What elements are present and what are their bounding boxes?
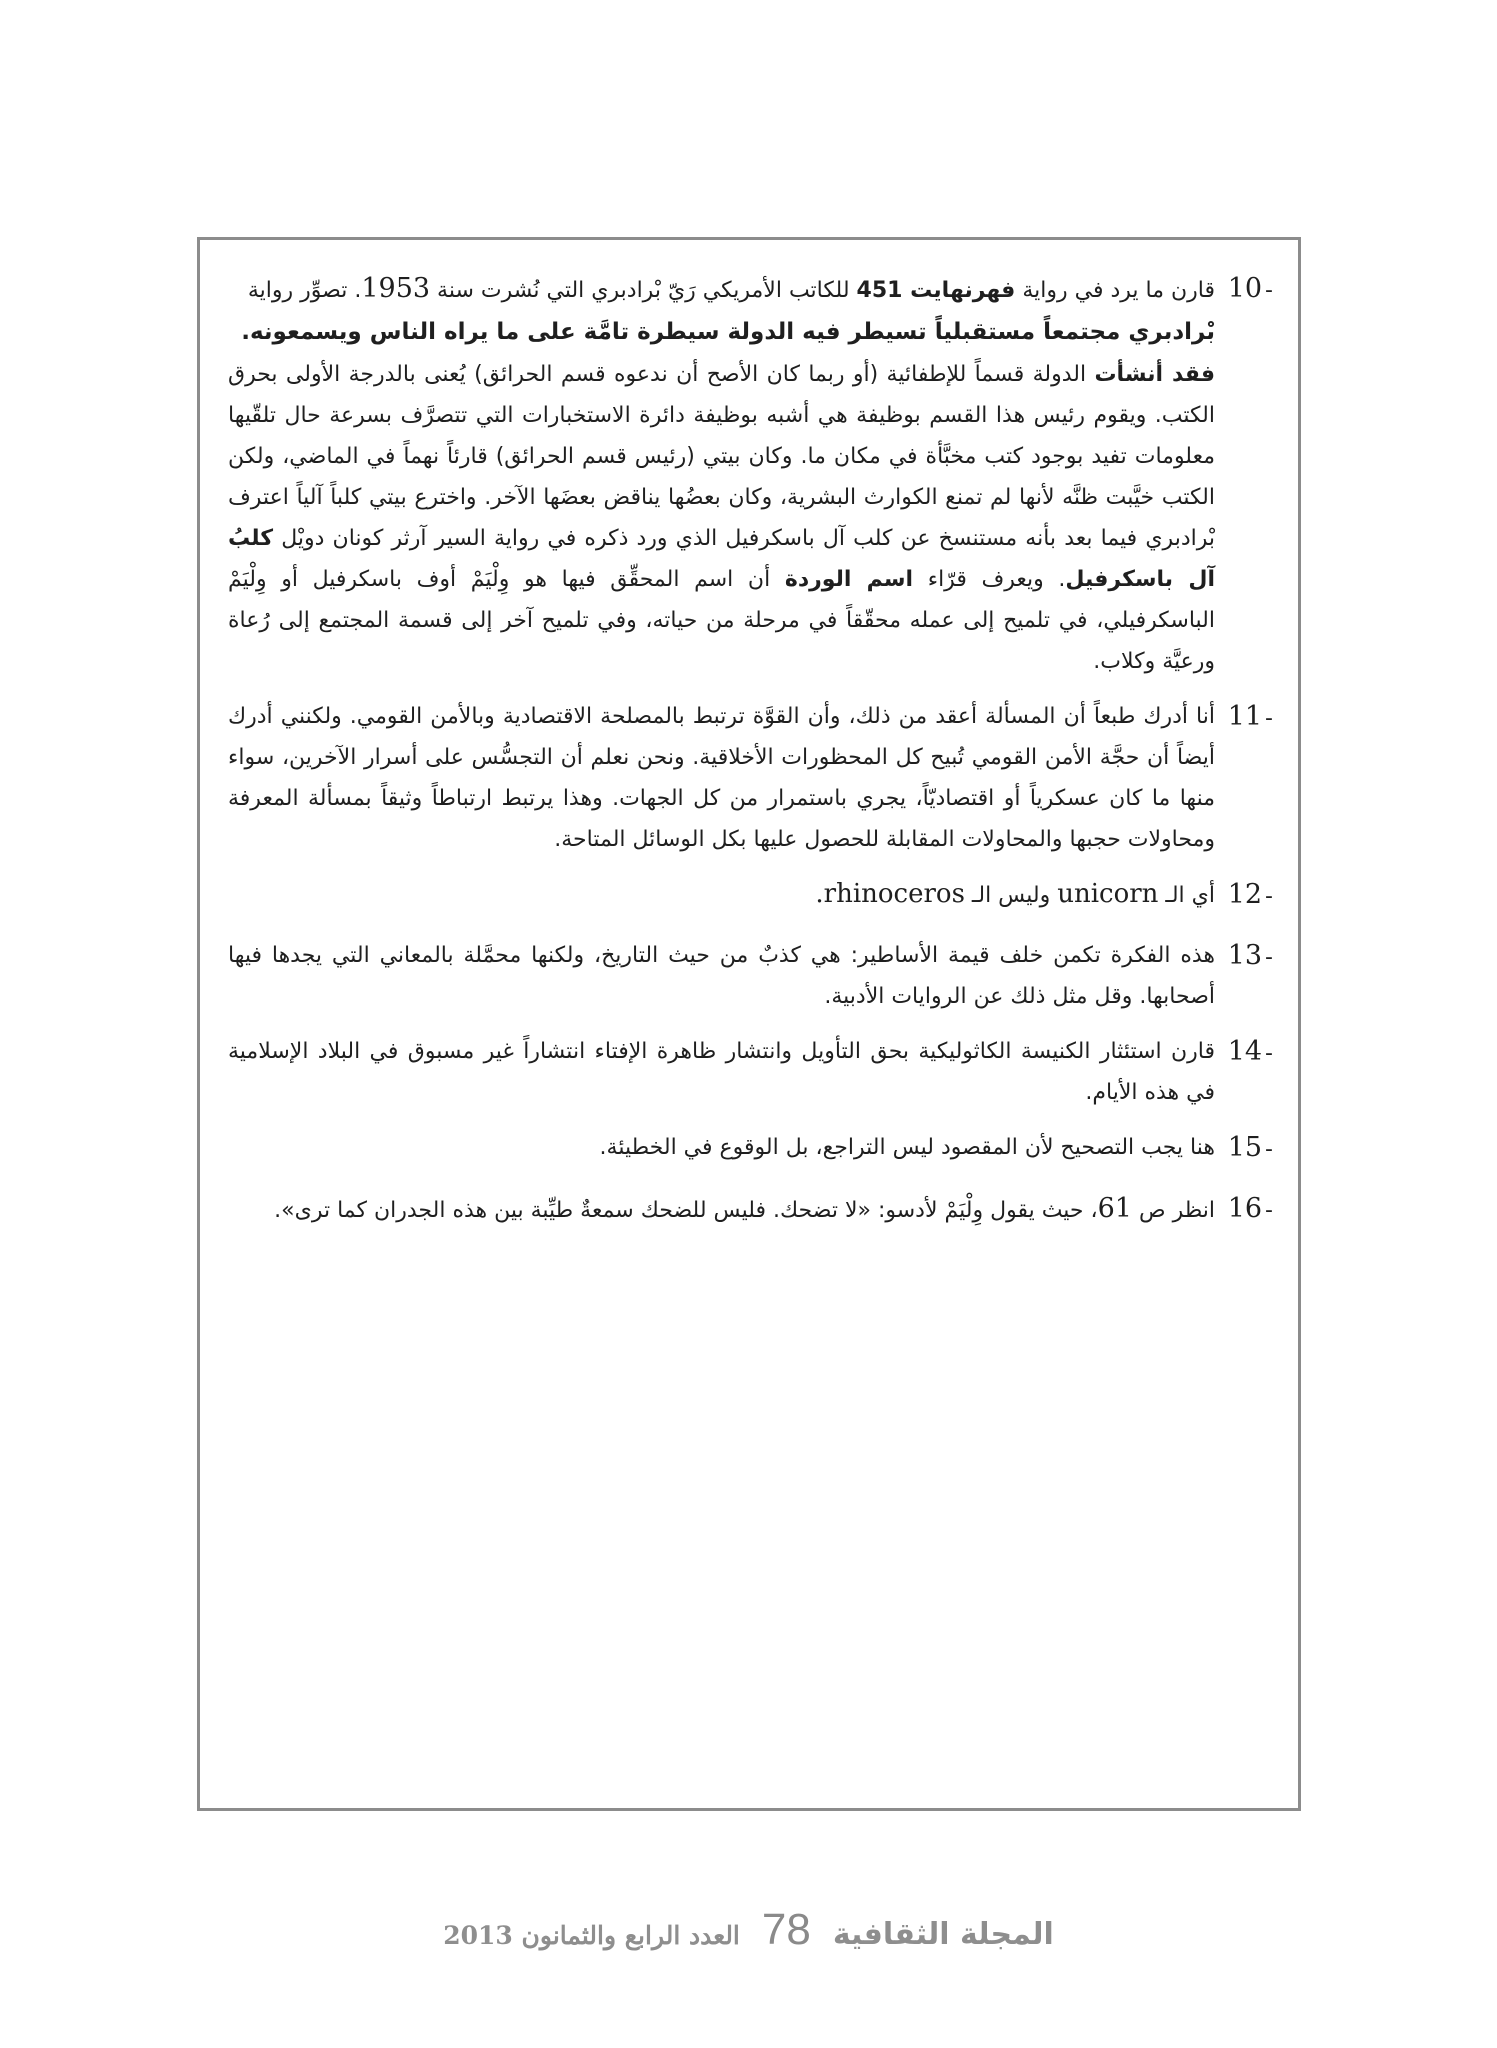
note-number: 12 [1227, 879, 1263, 910]
note-number: 13 [1227, 940, 1263, 971]
note-14: 14 - قارن استئثار الكنيسة الكاثوليكية بحق التأويل وانتشار ظاهرة الإفتاء انتشاراً غير مسبوق في البلاد الإسلامية في هذه الأيام. [228, 1031, 1273, 1113]
note-text: قارن ما يرد في رواية فهرنهايت 451 للكاتب الأمريكي رَيّ بْرادبري التي نُشرت سنة 1953. تصوِّر رواية [247, 273, 1215, 304]
page-number: 78 [761, 1905, 811, 1954]
note-text: أي الـ unicorn وليس الـ rhinoceros. [815, 879, 1215, 909]
note-text: هذه الفكرة تكمن خلف قيمة الأساطير: هي كذبٌ من حيث التاريخ، ولكنها محمَّلة بالمعاني التي يجدها فيها أصحابها. وقل مثل ذلك عن الروايات الأدبية. [228, 943, 1215, 1009]
note-text: هنا يجب التصحيح لأن المقصود ليس التراجع، بل الوقوع في الخطيئة. [599, 1135, 1215, 1160]
note-11: 11 - أنا أدرك طبعاً أن المسألة أعقد من ذلك، وأن القوَّة ترتبط بالمصلحة الاقتصادية وبالأمن القومي. ولكنني أدرك أيضاً أن حجَّة الأمن القومي تُبيح كل المحظورات الأخلاقية. ونحن نعلم أن التجسُّس على أسرار الآخرين، سواء منها ما كان عسكرياً أو اقتصاديّاً، يجري باستمرار من كل الجهات. وهذا يرتبط ارتباطاً وثيقاً بمسألة المعرفة ومحاولات حجبها والمحاولات المقابلة للحصول عليها بكل الوسائل المتاحة. [228, 696, 1273, 860]
endnotes [228, 268, 1273, 1245]
book-title: اسم الوردة [784, 567, 914, 592]
note-text: بْرادبري مجتمعاً مستقبلياً تسيطر فيه الدولة سيطرة تامَّة على ما يراه الناس ويسمعونه. [241, 319, 1215, 345]
book-title: فهرنهايت 451 [856, 278, 1016, 303]
page-footer [0, 1905, 1497, 1955]
note-text: فقد أنشأت الدولة قسماً للإطفائية (أو ربما كان الأصح أن ندعوه قسم الحرائق) يُعنى بالدرجة الأولى بحرق الكتب. ويقوم رئيس هذا القسم بوظيفة هي أشبه بوظيفة دائرة الاستخبارات التي تتصرَّف بسرعة حال تلقّيها معلومات تفيد بوجود كتب مخبَّأة في مكان ما. وكان بيتي (رئيس قسم الحرائق) قارئاً نهماً في الماضي، ولكن الكتب خيَّبت ظنَّه لأنها لم تمنع الكوارث البشرية، وكان بعضُها يناقض بعضَها الآخر. واخترع بيتي كلباً آلياً اعترف بْرادبري فيما بعد بأنه مستنسخ عن كلب آل باسكرفيل الذي ورد ذكره في رواية السير آرثر كونان دويْل كلبُ آل باسكرفيل. ويعرف قرّاء اسم الوردة أن اسم المحقِّق فيها هو وِلْيَمْ أوف باسكرفيل أو وِلْيَمْ الباسكرفيلي، في تلميح إلى عمله محقّقاً في مرحلة من حياته، وفي تلميح آخر إلى قسمة المجتمع إلى رُعاة ورعيَّة وكلاب. [228, 362, 1215, 674]
magazine-name: المجلة الثقافية [832, 1917, 1054, 1952]
note-number: 11 [1227, 701, 1263, 732]
note-10: 10 - قارن ما يرد في رواية فهرنهايت 451 للكاتب الأمريكي رَيّ بْرادبري التي نُشرت سنة 1953. تصوِّر رواية بْرادبري مجتمعاً مستقبلياً تسيطر فيه الدولة سيطرة تامَّة على ما يراه الناس ويسمعونه. فقد أنشأت الدولة قسماً للإطفائية (أو ربما كان الأصح أن ندعوه قسم الحرائق) يُعنى بالدرجة الأولى بحرق الكتب. ويقوم رئيس هذا القسم بوظيفة هي أشبه بوظيفة دائرة الاستخبارات التي تتصرَّف بسرعة حال تلقّيها معلومات تفيد بوجود كتب مخبَّأة في مكان ما. وكان بيتي (رئيس قسم الحرائق) قارئاً نهماً في الماضي، ولكن الكتب خيَّبت ظنَّه لأنها لم تمنع الكوارث البشرية، وكان بعضُها يناقض بعضَها الآخر. واخترع بيتي كلباً آلياً اعترف بْرادبري فيما بعد بأنه مستنسخ عن كلب آل باسكرفيل الذي ورد ذكره في رواية السير آرثر كونان دويْل كلبُ آل باسكرفيل. ويعرف قرّاء اسم الوردة أن اسم المحقِّق فيها هو وِلْيَمْ أوف باسكرفيل أو وِلْيَمْ الباسكرفيلي، في تلميح إلى عمله محقّقاً في مرحلة من حياته، وفي تلميح آخر إلى قسمة المجتمع إلى رُعاة ورعيَّة وكلاب. [228, 268, 1273, 682]
note-15: 15 - هنا يجب التصحيح لأن المقصود ليس التراجع، بل الوقوع في الخطيئة. [228, 1127, 1273, 1170]
note-number: 10 [1227, 273, 1263, 304]
note-number: 14 [1227, 1036, 1263, 1067]
note-13: 13 - هذه الفكرة تكمن خلف قيمة الأساطير: هي كذبٌ من حيث التاريخ، ولكنها محمَّلة بالمعاني التي يجدها فيها أصحابها. وقل مثل ذلك عن الروايات الأدبية. [228, 935, 1273, 1017]
note-12: 12 - أي الـ unicorn وليس الـ rhinoceros. [228, 874, 1273, 917]
note-text: قارن استئثار الكنيسة الكاثوليكية بحق التأويل وانتشار ظاهرة الإفتاء انتشاراً غير مسبوق في البلاد الإسلامية في هذه الأيام. [228, 1039, 1215, 1105]
note-number: 16 [1227, 1193, 1263, 1224]
note-16: 16 - انظر ص 61، حيث يقول وِلْيَمْ لأدسو: «لا تضحك. فليس للضحك سمعةٌ طيِّبة بين هذه الجدران كما ترى». [228, 1188, 1273, 1231]
note-text: انظر ص 61، حيث يقول وِلْيَمْ لأدسو: «لا تضحك. فليس للضحك سمعةٌ طيِّبة بين هذه الجدران كما ترى». [274, 1193, 1215, 1224]
note-text: أنا أدرك طبعاً أن المسألة أعقد من ذلك، وأن القوَّة ترتبط بالمصلحة الاقتصادية وبالأمن القومي. ولكنني أدرك أيضاً أن حجَّة الأمن القومي تُبيح كل المحظورات الأخلاقية. ونحن نعلم أن التجسُّس على أسرار الآخرين، سواء منها ما كان عسكرياً أو اقتصاديّاً، يجري باستمرار من كل الجهات. وهذا يرتبط ارتباطاً وثيقاً بمسألة المعرفة ومحاولات حجبها والمحاولات المقابلة للحصول عليها بكل الوسائل المتاحة. [228, 704, 1215, 852]
book-title: كلبُ آل باسكرفيل [228, 526, 1215, 592]
issue-label: العدد الرابع والثمانون 2013 [443, 1921, 740, 1950]
note-number: 15 [1227, 1132, 1263, 1163]
